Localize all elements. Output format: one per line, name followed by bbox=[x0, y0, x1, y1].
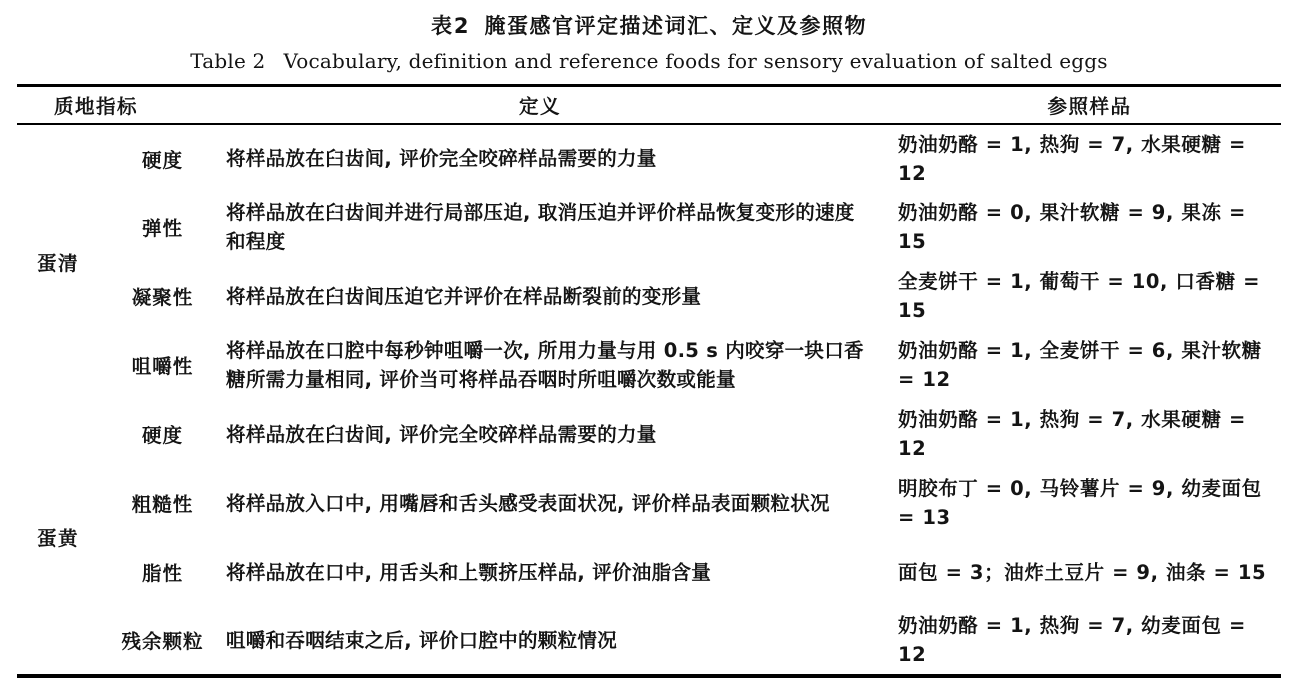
table-row bbox=[17, 400, 1281, 469]
table-row bbox=[17, 607, 1281, 676]
attribute-cell: 弹性 bbox=[142, 217, 184, 240]
definition-cell: 将样品放在臼齿间, 评价完全咬碎样品需要的力量 bbox=[226, 147, 657, 170]
reference-cell: 奶油奶酪 = 1, 热狗 = 7, 幼麦面包 = 12 bbox=[898, 614, 1246, 666]
definition-cell: 将样品放在口腔中每秒钟咀嚼一次, 所用力量与用 0.5 s 内咬穿一块口香糖所需力量相同, 评价当可将样品吞咽时所咀嚼次数或能量 bbox=[226, 339, 864, 391]
reference-cell: 奶油奶酪 = 0, 果汁软糖 = 9, 果冻 = 15 bbox=[898, 201, 1246, 253]
table-caption-text-zh: 腌蛋感官评定描述词汇、定义及参照物 bbox=[484, 14, 868, 38]
table-caption-block bbox=[0, 0, 1298, 73]
column-header-reference: 参照样品 bbox=[898, 86, 1281, 124]
definition-cell: 将样品放在臼齿间并进行局部压迫, 取消压迫并评价样品恢复变形的速度和程度 bbox=[226, 201, 855, 253]
reference-cell: 面包 = 3；油炸土豆片 = 9, 油条 = 15 bbox=[898, 560, 1267, 584]
reference-cell: 奶油奶酪 = 1, 热狗 = 7, 水果硬糖 = 12 bbox=[898, 132, 1246, 185]
attribute-cell: 咀嚼性 bbox=[131, 355, 194, 378]
table-row bbox=[17, 124, 1281, 193]
table-row bbox=[17, 538, 1281, 607]
attribute-cell: 硬度 bbox=[142, 148, 184, 172]
column-header-definition: 定义 bbox=[226, 86, 898, 124]
table-title-en bbox=[0, 49, 1298, 73]
sensory-vocabulary-table bbox=[17, 84, 1281, 678]
table-row bbox=[17, 331, 1281, 400]
attribute-cell: 硬度 bbox=[142, 424, 184, 447]
table-row bbox=[17, 469, 1281, 538]
group-label-egg-white: 蛋清 bbox=[36, 252, 79, 275]
table-row bbox=[17, 262, 1281, 331]
reference-cell: 明胶布丁 = 0, 马铃薯片 = 9, 幼麦面包 = 13 bbox=[898, 477, 1262, 529]
attribute-cell: 凝聚性 bbox=[131, 286, 194, 309]
header-row bbox=[17, 86, 1281, 124]
reference-cell: 奶油奶酪 = 1, 热狗 = 7, 水果硬糖 = 12 bbox=[898, 408, 1246, 460]
attribute-cell: 残余颗粒 bbox=[121, 630, 204, 653]
table-number-en: Table 2 bbox=[190, 49, 266, 73]
table-title-zh bbox=[0, 10, 1298, 40]
table-container bbox=[17, 84, 1281, 678]
reference-cell: 奶油奶酪 = 1, 全麦饼干 = 6, 果汁软糖 = 12 bbox=[898, 339, 1262, 391]
group-label-egg-yolk: 蛋黄 bbox=[36, 526, 79, 550]
table-row bbox=[17, 193, 1281, 262]
column-header-texture-indicator: 质地指标 bbox=[17, 86, 226, 124]
attribute-cell: 脂性 bbox=[142, 562, 184, 585]
definition-cell: 将样品放在臼齿间压迫它并评价在样品断裂前的变形量 bbox=[226, 284, 702, 308]
attribute-cell: 粗糙性 bbox=[131, 493, 194, 516]
definition-cell: 将样品放在口中, 用舌头和上颚挤压样品, 评价油脂含量 bbox=[226, 560, 712, 584]
definition-cell: 咀嚼和吞咽结束之后, 评价口腔中的颗粒情况 bbox=[226, 628, 618, 652]
table-caption-text-en: Vocabulary, definition and reference foods for sensory evaluation of salted eggs bbox=[283, 49, 1108, 73]
reference-cell: 全麦饼干 = 1, 葡萄干 = 10, 口香糖 = 15 bbox=[898, 270, 1261, 322]
table-number-zh: 表2 bbox=[430, 14, 471, 38]
definition-cell: 将样品放入口中, 用嘴唇和舌头感受表面状况, 评价样品表面颗粒状况 bbox=[226, 491, 830, 515]
definition-cell: 将样品放在臼齿间, 评价完全咬碎样品需要的力量 bbox=[226, 422, 657, 446]
